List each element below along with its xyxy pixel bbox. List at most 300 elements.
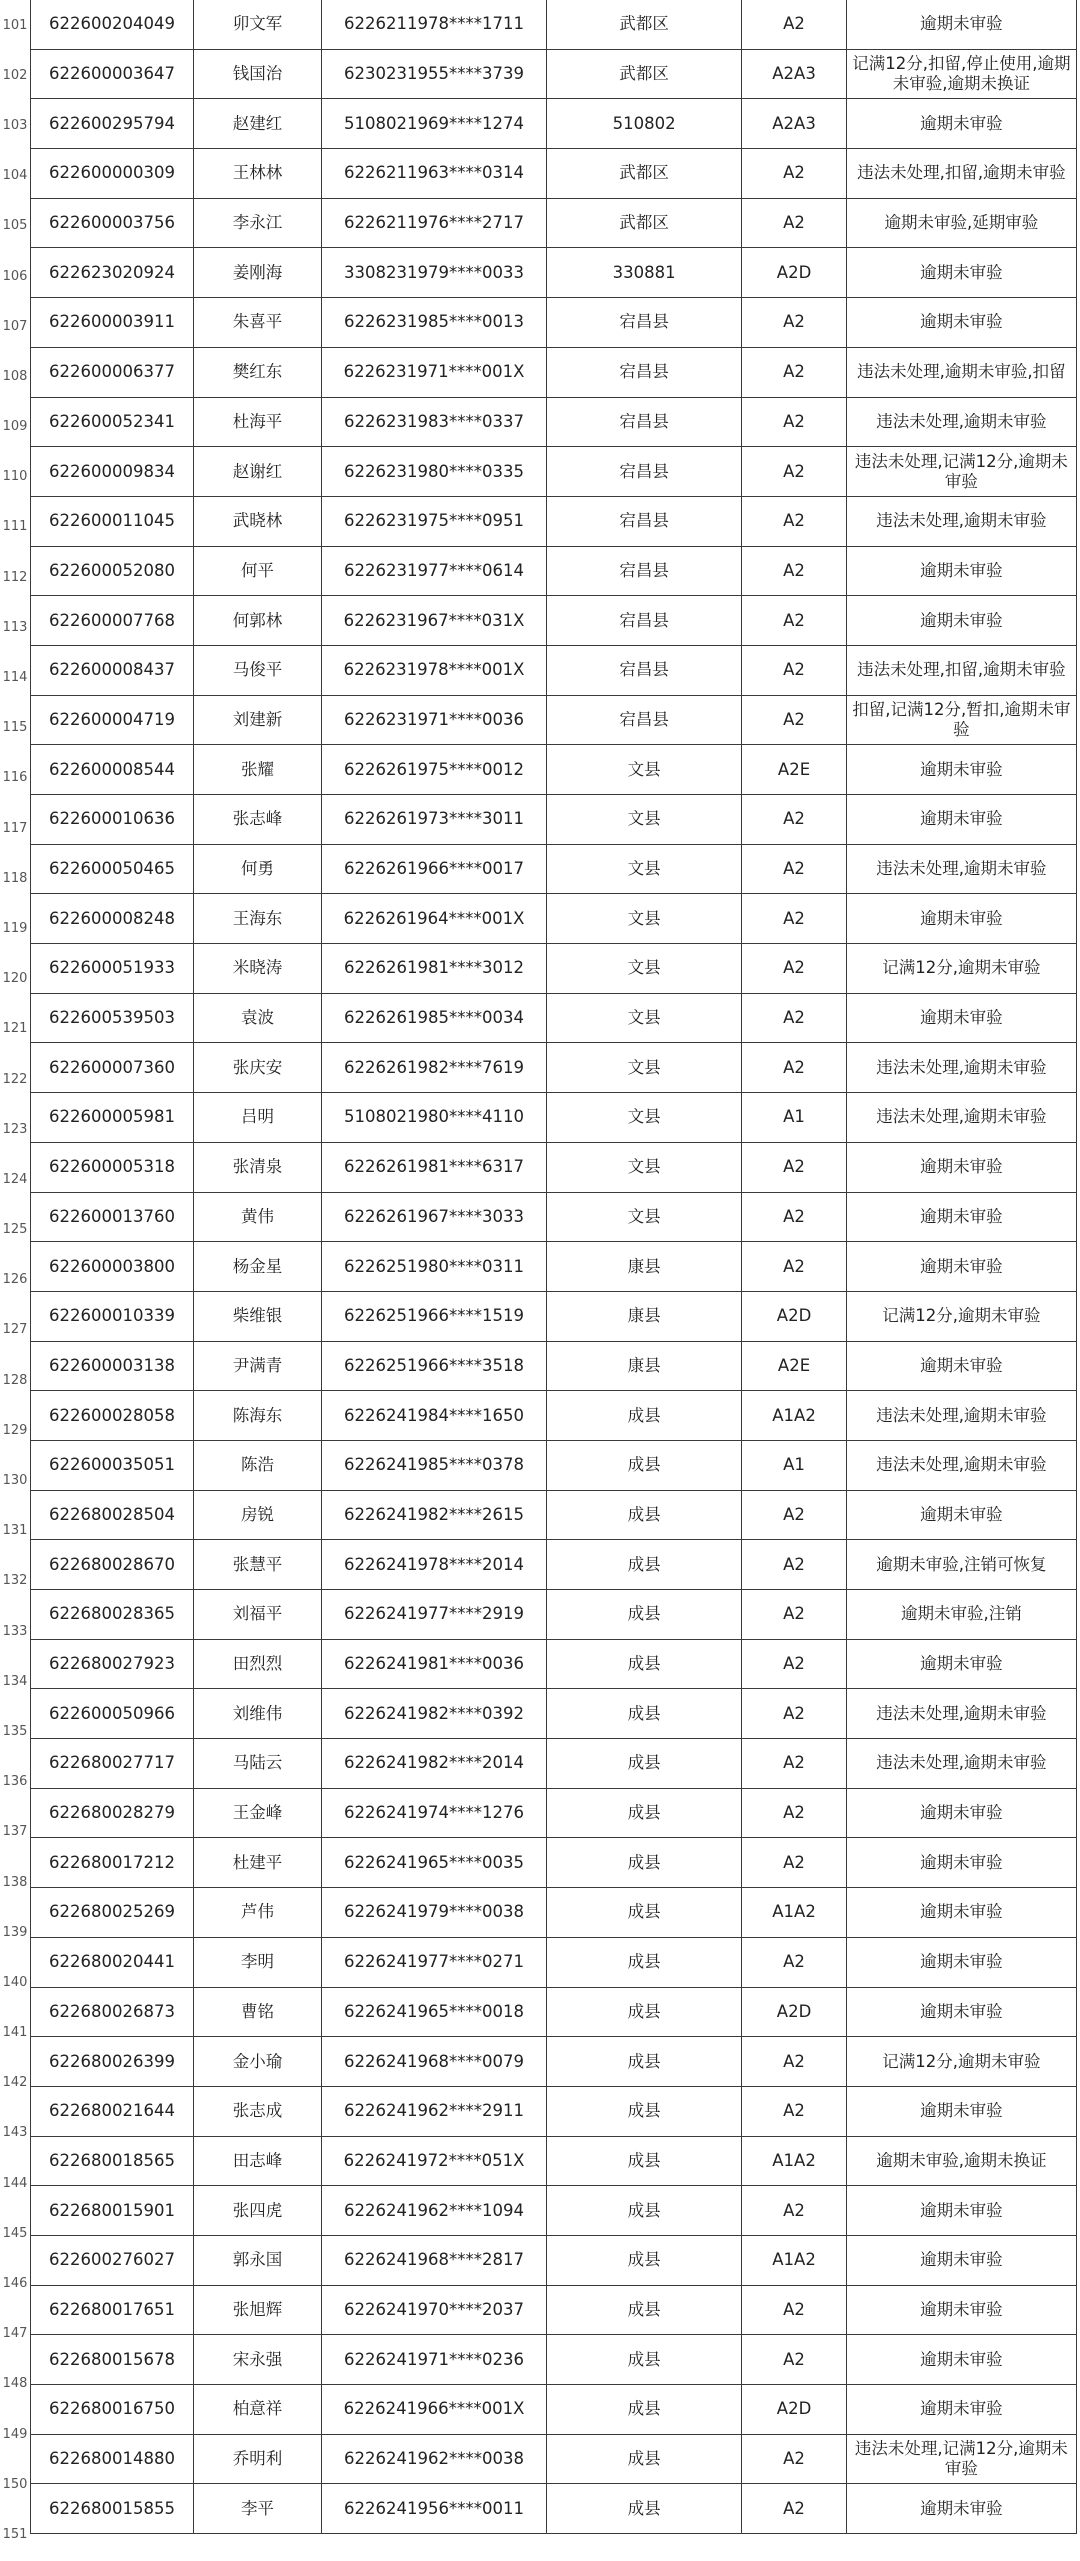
- driver-name-cell[interactable]: 王金峰: [193, 1788, 321, 1838]
- id-number-cell[interactable]: 6226241971****0236: [322, 2335, 547, 2385]
- driver-name-cell[interactable]: 刘福平: [193, 1590, 321, 1640]
- file-number-cell[interactable]: 622600052080: [31, 546, 194, 596]
- id-number-cell[interactable]: 6226211976****2717: [322, 198, 547, 248]
- id-number-cell[interactable]: 6226261973****3011: [322, 795, 547, 845]
- driver-name-cell[interactable]: 张慧平: [193, 1540, 321, 1590]
- driver-name-cell[interactable]: 金小瑜: [193, 2037, 321, 2087]
- status-cell[interactable]: 逾期未审验,逾期未换证: [846, 2136, 1076, 2186]
- file-number-cell[interactable]: 622680017651: [31, 2285, 194, 2335]
- area-cell[interactable]: 成县: [546, 2086, 742, 2136]
- id-number-cell[interactable]: 6226251966****1519: [322, 1291, 547, 1341]
- file-number-cell[interactable]: 622600050966: [31, 1689, 194, 1739]
- id-number-cell[interactable]: 6226241978****2014: [322, 1540, 547, 1590]
- license-class-cell[interactable]: A2: [742, 347, 846, 397]
- row-number[interactable]: 123: [2, 1121, 28, 1137]
- area-cell[interactable]: 成县: [546, 2385, 742, 2435]
- status-cell[interactable]: 逾期未审验: [846, 1192, 1076, 1242]
- driver-name-cell[interactable]: 卯文军: [193, 0, 321, 49]
- license-class-cell[interactable]: A2: [742, 944, 846, 994]
- id-number-cell[interactable]: 3308231979****0033: [322, 248, 547, 298]
- driver-name-cell[interactable]: 王海东: [193, 894, 321, 944]
- file-number-cell[interactable]: 622600005981: [31, 1093, 194, 1143]
- license-class-cell[interactable]: A1: [742, 1440, 846, 1490]
- driver-name-cell[interactable]: 曹铭: [193, 1987, 321, 2037]
- license-class-cell[interactable]: A2: [742, 1043, 846, 1093]
- driver-name-cell[interactable]: 李永江: [193, 198, 321, 248]
- license-class-cell[interactable]: A2: [742, 2285, 846, 2335]
- driver-name-cell[interactable]: 黄伟: [193, 1192, 321, 1242]
- driver-name-cell[interactable]: 刘维伟: [193, 1689, 321, 1739]
- status-cell[interactable]: 违法未处理,逾期未审验: [846, 1440, 1076, 1490]
- row-number[interactable]: 108: [2, 368, 28, 384]
- license-class-cell[interactable]: A2: [742, 1639, 846, 1689]
- license-class-cell[interactable]: A2: [742, 844, 846, 894]
- status-cell[interactable]: 记满12分,逾期未审验: [846, 1291, 1076, 1341]
- status-cell[interactable]: 逾期未审验: [846, 546, 1076, 596]
- status-cell[interactable]: 违法未处理,逾期未审验: [846, 496, 1076, 546]
- driver-name-cell[interactable]: 张志峰: [193, 795, 321, 845]
- status-cell[interactable]: 逾期未审验: [846, 1788, 1076, 1838]
- row-number[interactable]: 126: [2, 1272, 28, 1288]
- row-number[interactable]: 121: [2, 1021, 28, 1037]
- file-number-cell[interactable]: 622600010339: [31, 1291, 194, 1341]
- license-class-cell[interactable]: A2: [742, 1142, 846, 1192]
- row-number[interactable]: 105: [2, 218, 28, 234]
- area-cell[interactable]: 文县: [546, 1093, 742, 1143]
- status-cell[interactable]: 记满12分,逾期未审验: [846, 944, 1076, 994]
- file-number-cell[interactable]: 622680015901: [31, 2186, 194, 2236]
- row-number[interactable]: 131: [2, 1523, 28, 1539]
- file-number-cell[interactable]: 622600539503: [31, 993, 194, 1043]
- file-number-cell[interactable]: 622680028670: [31, 1540, 194, 1590]
- row-number[interactable]: 107: [2, 318, 28, 334]
- id-number-cell[interactable]: 6226241977****0271: [322, 1937, 547, 1987]
- status-cell[interactable]: 记满12分,逾期未审验: [846, 2037, 1076, 2087]
- id-number-cell[interactable]: 6226261966****0017: [322, 844, 547, 894]
- status-cell[interactable]: 违法未处理,逾期未审验,扣留: [846, 347, 1076, 397]
- area-cell[interactable]: 宕昌县: [546, 695, 742, 745]
- status-cell[interactable]: 逾期未审验: [846, 2335, 1076, 2385]
- row-number[interactable]: 133: [2, 1623, 28, 1639]
- file-number-cell[interactable]: 622600004719: [31, 695, 194, 745]
- area-cell[interactable]: 成县: [546, 1391, 742, 1441]
- file-number-cell[interactable]: 622680028504: [31, 1490, 194, 1540]
- status-cell[interactable]: 记满12分,扣留,停止使用,逾期未审验,逾期未换证: [846, 49, 1076, 99]
- row-number[interactable]: 134: [2, 1673, 28, 1689]
- license-class-cell[interactable]: A2: [742, 2086, 846, 2136]
- area-cell[interactable]: 成县: [546, 1987, 742, 2037]
- license-class-cell[interactable]: A2: [742, 1242, 846, 1292]
- area-cell[interactable]: 成县: [546, 1937, 742, 1987]
- file-number-cell[interactable]: 622680015855: [31, 2484, 194, 2534]
- driver-name-cell[interactable]: 柴维银: [193, 1291, 321, 1341]
- license-class-cell[interactable]: A2A3: [742, 49, 846, 99]
- area-cell[interactable]: 成县: [546, 1888, 742, 1938]
- license-class-cell[interactable]: A2: [742, 1490, 846, 1540]
- row-number[interactable]: 129: [2, 1422, 28, 1438]
- row-number[interactable]: 101: [2, 17, 28, 33]
- status-cell[interactable]: 逾期未审验,注销可恢复: [846, 1540, 1076, 1590]
- file-number-cell[interactable]: 622600052341: [31, 397, 194, 447]
- row-number[interactable]: 139: [2, 1924, 28, 1940]
- driver-name-cell[interactable]: 乔明利: [193, 2434, 321, 2484]
- area-cell[interactable]: 文县: [546, 795, 742, 845]
- driver-name-cell[interactable]: 马俊平: [193, 645, 321, 695]
- area-cell[interactable]: 宕昌县: [546, 447, 742, 497]
- row-number[interactable]: 140: [2, 1974, 28, 1990]
- id-number-cell[interactable]: 6226261964****001X: [322, 894, 547, 944]
- row-number[interactable]: 146: [2, 2276, 28, 2292]
- id-number-cell[interactable]: 5108021969****1274: [322, 99, 547, 149]
- driver-name-cell[interactable]: 宋永强: [193, 2335, 321, 2385]
- file-number-cell[interactable]: 622680014880: [31, 2434, 194, 2484]
- driver-name-cell[interactable]: 何郭林: [193, 596, 321, 646]
- file-number-cell[interactable]: 622680025269: [31, 1888, 194, 1938]
- license-class-cell[interactable]: A2: [742, 0, 846, 49]
- driver-name-cell[interactable]: 杜建平: [193, 1838, 321, 1888]
- driver-name-cell[interactable]: 郭永国: [193, 2235, 321, 2285]
- id-number-cell[interactable]: 6226211978****1711: [322, 0, 547, 49]
- status-cell[interactable]: 违法未处理,逾期未审验: [846, 844, 1076, 894]
- row-number[interactable]: 141: [2, 2025, 28, 2041]
- status-cell[interactable]: 逾期未审验: [846, 2385, 1076, 2435]
- area-cell[interactable]: 成县: [546, 1540, 742, 1590]
- license-class-cell[interactable]: A2: [742, 2186, 846, 2236]
- row-number[interactable]: 106: [2, 268, 28, 284]
- file-number-cell[interactable]: 622600276027: [31, 2235, 194, 2285]
- id-number-cell[interactable]: 6226251966****3518: [322, 1341, 547, 1391]
- area-cell[interactable]: 成县: [546, 2285, 742, 2335]
- row-number[interactable]: 103: [2, 117, 28, 133]
- row-number[interactable]: 128: [2, 1372, 28, 1388]
- area-cell[interactable]: 宕昌县: [546, 645, 742, 695]
- area-cell[interactable]: 成县: [546, 2186, 742, 2236]
- status-cell[interactable]: 违法未处理,记满12分,逾期未审验: [846, 447, 1076, 497]
- area-cell[interactable]: 成县: [546, 2434, 742, 2484]
- status-cell[interactable]: 逾期未审验: [846, 1142, 1076, 1192]
- id-number-cell[interactable]: 6226231985****0013: [322, 298, 547, 348]
- driver-name-cell[interactable]: 杨金星: [193, 1242, 321, 1292]
- license-class-cell[interactable]: A2D: [742, 2385, 846, 2435]
- license-class-cell[interactable]: A2: [742, 695, 846, 745]
- row-number[interactable]: 112: [2, 569, 28, 585]
- row-number[interactable]: 116: [2, 770, 28, 786]
- status-cell[interactable]: 逾期未审验,延期审验: [846, 198, 1076, 248]
- id-number-cell[interactable]: 6226241974****1276: [322, 1788, 547, 1838]
- file-number-cell[interactable]: 622680015678: [31, 2335, 194, 2385]
- id-number-cell[interactable]: 6226241982****2615: [322, 1490, 547, 1540]
- row-number[interactable]: 119: [2, 920, 28, 936]
- license-class-cell[interactable]: A2E: [742, 1341, 846, 1391]
- license-class-cell[interactable]: A2: [742, 1540, 846, 1590]
- license-class-cell[interactable]: A2D: [742, 1987, 846, 2037]
- status-cell[interactable]: 逾期未审验: [846, 2484, 1076, 2534]
- file-number-cell[interactable]: 622680018565: [31, 2136, 194, 2186]
- file-number-cell[interactable]: 622600000309: [31, 149, 194, 199]
- id-number-cell[interactable]: 6226261975****0012: [322, 745, 547, 795]
- row-number[interactable]: 138: [2, 1874, 28, 1890]
- row-number[interactable]: 104: [2, 168, 28, 184]
- status-cell[interactable]: 扣留,记满12分,暂扣,逾期未审验: [846, 695, 1076, 745]
- status-cell[interactable]: 逾期未审验: [846, 894, 1076, 944]
- file-number-cell[interactable]: 622680028279: [31, 1788, 194, 1838]
- status-cell[interactable]: 违法未处理,逾期未审验: [846, 397, 1076, 447]
- file-number-cell[interactable]: 622600003756: [31, 198, 194, 248]
- id-number-cell[interactable]: 6226251980****0311: [322, 1242, 547, 1292]
- id-number-cell[interactable]: 6230231955****3739: [322, 49, 547, 99]
- status-cell[interactable]: 逾期未审验: [846, 2235, 1076, 2285]
- file-number-cell[interactable]: 622600013760: [31, 1192, 194, 1242]
- file-number-cell[interactable]: 622600028058: [31, 1391, 194, 1441]
- id-number-cell[interactable]: 6226241965****0035: [322, 1838, 547, 1888]
- area-cell[interactable]: 成县: [546, 2335, 742, 2385]
- area-cell[interactable]: 文县: [546, 1043, 742, 1093]
- area-cell[interactable]: 成县: [546, 1838, 742, 1888]
- area-cell[interactable]: 武都区: [546, 49, 742, 99]
- license-class-cell[interactable]: A2A3: [742, 99, 846, 149]
- file-number-cell[interactable]: 622600006377: [31, 347, 194, 397]
- row-number[interactable]: 130: [2, 1473, 28, 1489]
- id-number-cell[interactable]: 6226261967****3033: [322, 1192, 547, 1242]
- id-number-cell[interactable]: 6226231980****0335: [322, 447, 547, 497]
- driver-name-cell[interactable]: 张志成: [193, 2086, 321, 2136]
- area-cell[interactable]: 成县: [546, 1788, 742, 1838]
- area-cell[interactable]: 成县: [546, 2037, 742, 2087]
- row-number[interactable]: 137: [2, 1824, 28, 1840]
- row-number[interactable]: 142: [2, 2075, 28, 2091]
- id-number-cell[interactable]: 6226241981****0036: [322, 1639, 547, 1689]
- status-cell[interactable]: 逾期未审验: [846, 1639, 1076, 1689]
- file-number-cell[interactable]: 622680027717: [31, 1739, 194, 1789]
- driver-name-cell[interactable]: 柏意祥: [193, 2385, 321, 2435]
- row-number[interactable]: 145: [2, 2225, 28, 2241]
- file-number-cell[interactable]: 622680016750: [31, 2385, 194, 2435]
- status-cell[interactable]: 逾期未审验: [846, 248, 1076, 298]
- license-class-cell[interactable]: A2: [742, 645, 846, 695]
- row-number[interactable]: 144: [2, 2175, 28, 2191]
- license-class-cell[interactable]: A2: [742, 198, 846, 248]
- license-class-cell[interactable]: A2D: [742, 1291, 846, 1341]
- row-number[interactable]: 143: [2, 2125, 28, 2141]
- driver-name-cell[interactable]: 陈浩: [193, 1440, 321, 1490]
- file-number-cell[interactable]: 622680026399: [31, 2037, 194, 2087]
- id-number-cell[interactable]: 6226241966****001X: [322, 2385, 547, 2435]
- area-cell[interactable]: 文县: [546, 745, 742, 795]
- status-cell[interactable]: 逾期未审验: [846, 993, 1076, 1043]
- area-cell[interactable]: 成县: [546, 1639, 742, 1689]
- status-cell[interactable]: 违法未处理,逾期未审验: [846, 1391, 1076, 1441]
- area-cell[interactable]: 文县: [546, 1192, 742, 1242]
- driver-name-cell[interactable]: 李平: [193, 2484, 321, 2534]
- row-number[interactable]: 120: [2, 971, 28, 987]
- area-cell[interactable]: 510802: [546, 99, 742, 149]
- status-cell[interactable]: 逾期未审验: [846, 298, 1076, 348]
- license-class-cell[interactable]: A2: [742, 447, 846, 497]
- status-cell[interactable]: 逾期未审验: [846, 2186, 1076, 2236]
- area-cell[interactable]: 成县: [546, 1689, 742, 1739]
- driver-name-cell[interactable]: 房锐: [193, 1490, 321, 1540]
- area-cell[interactable]: 宕昌县: [546, 596, 742, 646]
- row-number[interactable]: 117: [2, 820, 28, 836]
- license-class-cell[interactable]: A2: [742, 596, 846, 646]
- status-cell[interactable]: 违法未处理,扣留,逾期未审验: [846, 149, 1076, 199]
- row-number[interactable]: 114: [2, 670, 28, 686]
- area-cell[interactable]: 宕昌县: [546, 347, 742, 397]
- row-number[interactable]: 118: [2, 870, 28, 886]
- status-cell[interactable]: 违法未处理,逾期未审验: [846, 1093, 1076, 1143]
- license-class-cell[interactable]: A1A2: [742, 2136, 846, 2186]
- driver-name-cell[interactable]: 李明: [193, 1937, 321, 1987]
- id-number-cell[interactable]: 6226241968****2817: [322, 2235, 547, 2285]
- id-number-cell[interactable]: 6226241972****051X: [322, 2136, 547, 2186]
- status-cell[interactable]: 逾期未审验: [846, 0, 1076, 49]
- status-cell[interactable]: 逾期未审验: [846, 1341, 1076, 1391]
- status-cell[interactable]: 逾期未审验: [846, 1937, 1076, 1987]
- area-cell[interactable]: 成县: [546, 1440, 742, 1490]
- row-number[interactable]: 111: [2, 519, 28, 535]
- area-cell[interactable]: 武都区: [546, 198, 742, 248]
- file-number-cell[interactable]: 622600295794: [31, 99, 194, 149]
- license-class-cell[interactable]: A2: [742, 1590, 846, 1640]
- license-class-cell[interactable]: A2: [742, 149, 846, 199]
- driver-name-cell[interactable]: 何勇: [193, 844, 321, 894]
- area-cell[interactable]: 康县: [546, 1291, 742, 1341]
- id-number-cell[interactable]: 6226231971****0036: [322, 695, 547, 745]
- driver-name-cell[interactable]: 米晓涛: [193, 944, 321, 994]
- row-number[interactable]: 122: [2, 1071, 28, 1087]
- area-cell[interactable]: 成县: [546, 2136, 742, 2186]
- area-cell[interactable]: 武都区: [546, 149, 742, 199]
- file-number-cell[interactable]: 622600003911: [31, 298, 194, 348]
- license-class-cell[interactable]: A2: [742, 1689, 846, 1739]
- row-number[interactable]: 124: [2, 1171, 28, 1187]
- driver-name-cell[interactable]: 袁波: [193, 993, 321, 1043]
- area-cell[interactable]: 成县: [546, 2484, 742, 2534]
- status-cell[interactable]: 违法未处理,逾期未审验: [846, 1689, 1076, 1739]
- license-class-cell[interactable]: A1A2: [742, 1391, 846, 1441]
- file-number-cell[interactable]: 622600007768: [31, 596, 194, 646]
- file-number-cell[interactable]: 622680020441: [31, 1937, 194, 1987]
- row-number[interactable]: 127: [2, 1322, 28, 1338]
- id-number-cell[interactable]: 6226241962****2911: [322, 2086, 547, 2136]
- status-cell[interactable]: 逾期未审验: [846, 596, 1076, 646]
- file-number-cell[interactable]: 622680028365: [31, 1590, 194, 1640]
- area-cell[interactable]: 武都区: [546, 0, 742, 49]
- status-cell[interactable]: 逾期未审验: [846, 795, 1076, 845]
- license-class-cell[interactable]: A1A2: [742, 1888, 846, 1938]
- area-cell[interactable]: 成县: [546, 2235, 742, 2285]
- area-cell[interactable]: 成县: [546, 1490, 742, 1540]
- status-cell[interactable]: 违法未处理,扣留,逾期未审验: [846, 645, 1076, 695]
- license-class-cell[interactable]: A2: [742, 993, 846, 1043]
- status-cell[interactable]: 逾期未审验: [846, 1987, 1076, 2037]
- file-number-cell[interactable]: 622600008437: [31, 645, 194, 695]
- driver-name-cell[interactable]: 芦伟: [193, 1888, 321, 1938]
- id-number-cell[interactable]: 6226231967****031X: [322, 596, 547, 646]
- id-number-cell[interactable]: 6226261981****3012: [322, 944, 547, 994]
- license-class-cell[interactable]: A2: [742, 298, 846, 348]
- id-number-cell[interactable]: 6226241982****2014: [322, 1739, 547, 1789]
- driver-name-cell[interactable]: 张四虎: [193, 2186, 321, 2236]
- driver-name-cell[interactable]: 尹满青: [193, 1341, 321, 1391]
- license-class-cell[interactable]: A2: [742, 2484, 846, 2534]
- driver-name-cell[interactable]: 吕明: [193, 1093, 321, 1143]
- row-number[interactable]: 132: [2, 1573, 28, 1589]
- id-number-cell[interactable]: 6226241962****0038: [322, 2434, 547, 2484]
- id-number-cell[interactable]: 6226241982****0392: [322, 1689, 547, 1739]
- id-number-cell[interactable]: 6226261985****0034: [322, 993, 547, 1043]
- license-class-cell[interactable]: A2: [742, 2335, 846, 2385]
- id-number-cell[interactable]: 6226241970****2037: [322, 2285, 547, 2335]
- license-class-cell[interactable]: A2: [742, 795, 846, 845]
- id-number-cell[interactable]: 5108021980****4110: [322, 1093, 547, 1143]
- file-number-cell[interactable]: 622680017212: [31, 1838, 194, 1888]
- license-class-cell[interactable]: A2: [742, 1937, 846, 1987]
- area-cell[interactable]: 文县: [546, 993, 742, 1043]
- area-cell[interactable]: 宕昌县: [546, 298, 742, 348]
- status-cell[interactable]: 违法未处理,逾期未审验: [846, 1739, 1076, 1789]
- driver-name-cell[interactable]: 武晓林: [193, 496, 321, 546]
- id-number-cell[interactable]: 6226261981****6317: [322, 1142, 547, 1192]
- driver-name-cell[interactable]: 朱喜平: [193, 298, 321, 348]
- area-cell[interactable]: 宕昌县: [546, 496, 742, 546]
- license-class-cell[interactable]: A2: [742, 2434, 846, 2484]
- license-class-cell[interactable]: A2: [742, 1739, 846, 1789]
- area-cell[interactable]: 文县: [546, 844, 742, 894]
- area-cell[interactable]: 宕昌县: [546, 546, 742, 596]
- status-cell[interactable]: 逾期未审验: [846, 1242, 1076, 1292]
- id-number-cell[interactable]: 6226211963****0314: [322, 149, 547, 199]
- id-number-cell[interactable]: 6226241968****0079: [322, 2037, 547, 2087]
- driver-name-cell[interactable]: 张庆安: [193, 1043, 321, 1093]
- license-class-cell[interactable]: A2: [742, 1838, 846, 1888]
- row-number[interactable]: 151: [2, 2526, 28, 2542]
- status-cell[interactable]: 逾期未审验: [846, 1888, 1076, 1938]
- id-number-cell[interactable]: 6226231977****0614: [322, 546, 547, 596]
- area-cell[interactable]: 文县: [546, 1142, 742, 1192]
- status-cell[interactable]: 违法未处理,逾期未审验: [846, 1043, 1076, 1093]
- license-class-cell[interactable]: A2: [742, 1192, 846, 1242]
- file-number-cell[interactable]: 622600003138: [31, 1341, 194, 1391]
- driver-name-cell[interactable]: 钱国治: [193, 49, 321, 99]
- file-number-cell[interactable]: 622600009834: [31, 447, 194, 497]
- area-cell[interactable]: 成县: [546, 1590, 742, 1640]
- status-cell[interactable]: 逾期未审验: [846, 745, 1076, 795]
- id-number-cell[interactable]: 6226231975****0951: [322, 496, 547, 546]
- id-number-cell[interactable]: 6226231978****001X: [322, 645, 547, 695]
- id-number-cell[interactable]: 6226231983****0337: [322, 397, 547, 447]
- license-class-cell[interactable]: A2: [742, 496, 846, 546]
- row-number[interactable]: 149: [2, 2426, 28, 2442]
- driver-name-cell[interactable]: 田烈烈: [193, 1639, 321, 1689]
- file-number-cell[interactable]: 622600204049: [31, 0, 194, 49]
- row-number[interactable]: 113: [2, 619, 28, 635]
- id-number-cell[interactable]: 6226241985****0378: [322, 1440, 547, 1490]
- status-cell[interactable]: 逾期未审验: [846, 1838, 1076, 1888]
- area-cell[interactable]: 宕昌县: [546, 397, 742, 447]
- file-number-cell[interactable]: 622600007360: [31, 1043, 194, 1093]
- row-number[interactable]: 102: [2, 67, 28, 83]
- driver-name-cell[interactable]: 张清泉: [193, 1142, 321, 1192]
- license-class-cell[interactable]: A2: [742, 546, 846, 596]
- row-number[interactable]: 110: [2, 469, 28, 485]
- area-cell[interactable]: 文县: [546, 944, 742, 994]
- driver-name-cell[interactable]: 王林林: [193, 149, 321, 199]
- status-cell[interactable]: 违法未处理,记满12分,逾期未审验: [846, 2434, 1076, 2484]
- status-cell[interactable]: 逾期未审验: [846, 2285, 1076, 2335]
- driver-name-cell[interactable]: 陈海东: [193, 1391, 321, 1441]
- file-number-cell[interactable]: 622680026873: [31, 1987, 194, 2037]
